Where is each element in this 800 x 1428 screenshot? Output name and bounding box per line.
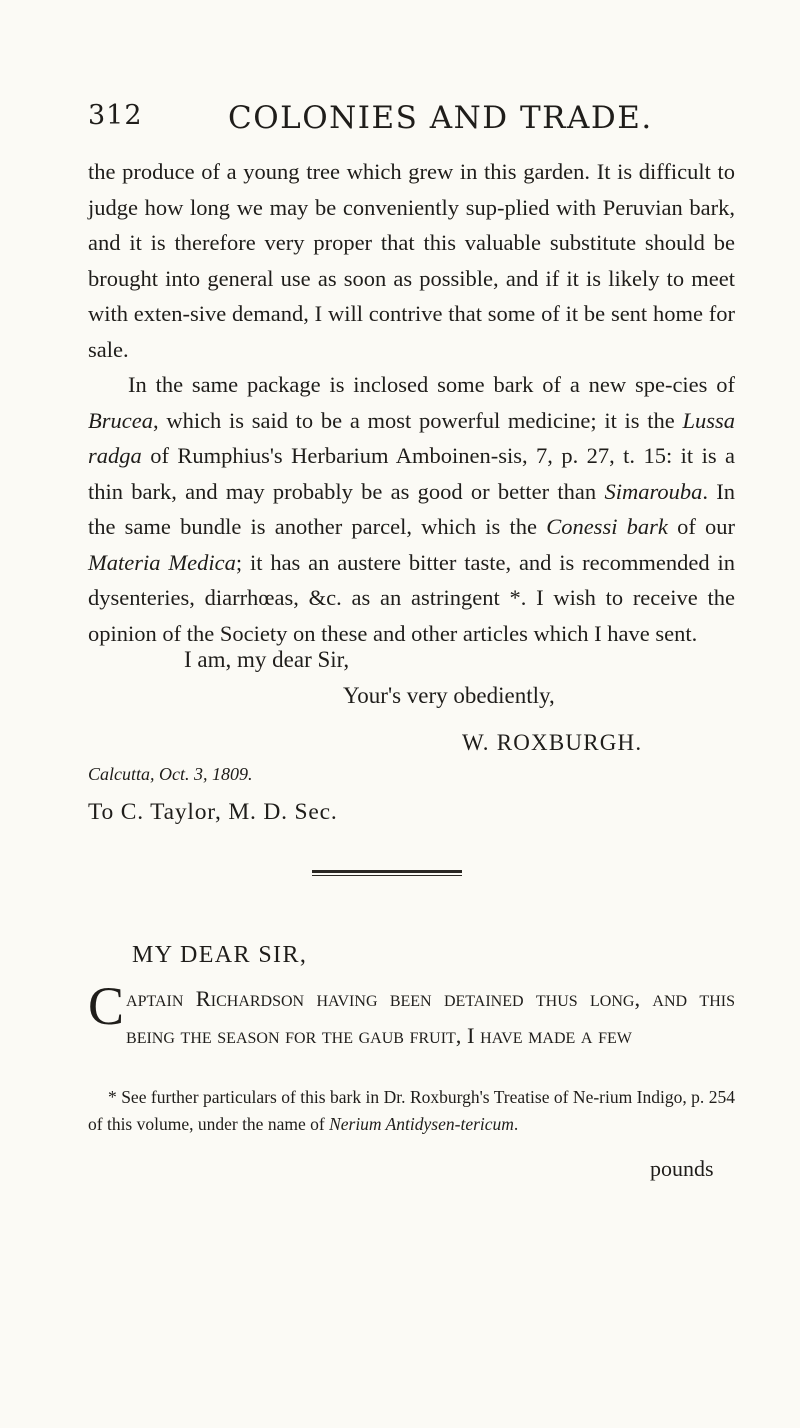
simarouba-term: Simarouba bbox=[604, 478, 703, 504]
letter-signature: W. ROXBURGH. bbox=[462, 730, 643, 755]
running-head bbox=[88, 100, 740, 150]
running-title: COLONIES AND TRADE. bbox=[228, 100, 653, 136]
lussa-radga-term: Lussa radga bbox=[88, 407, 735, 468]
p2-text-b: , which is said to be a most powerful medicine; it is the bbox=[152, 407, 683, 433]
catchword: pounds bbox=[650, 1156, 714, 1181]
footnote-text-b: . bbox=[513, 1114, 519, 1134]
footnote bbox=[88, 1084, 735, 1138]
second-letter-body bbox=[88, 976, 735, 1054]
letter-dateline: Calcutta, Oct. 3, 1809. bbox=[88, 764, 253, 784]
brucea-term: Brucea bbox=[88, 407, 153, 433]
letter-closing: I am, my dear Sir, bbox=[184, 647, 350, 672]
paragraph-2 bbox=[88, 367, 735, 651]
p2-text-a: In the same package is inclosed some bark of a new spe-cies of bbox=[128, 372, 735, 397]
p2-text-c: of Rumphius's Herbarium Amboinen-sis, 7, p. 27, t. 15: it is a thin bark, and may probably be as good or better than bbox=[88, 443, 735, 504]
letter-valediction: Your's very obediently, bbox=[343, 683, 555, 708]
materia-medica-term: Materia Medica bbox=[88, 549, 236, 575]
p2-text-f: ; it has an austere bitter taste, and is recommended in dysenteries, diarrhœas, &c. as an astringent *. I wish to receive the opinion of the Society on these and other articles which I have sent. bbox=[88, 549, 735, 646]
section-divider-thin bbox=[312, 875, 462, 876]
second-letter-salutation: MY DEAR SIR, bbox=[132, 942, 308, 968]
letter-body bbox=[88, 154, 735, 651]
second-letter-text: aptain Richardson having been detained thus long, and this being the season for the gaub fruit, I have made a few bbox=[126, 986, 735, 1048]
p2-text-d: . In the same bundle is another parcel, which is the bbox=[88, 478, 735, 539]
nerium-term: Nerium Antidysen-tericum bbox=[329, 1114, 514, 1134]
paragraph-1: the produce of a young tree which grew in this garden. It is difficult to judge how long we may be conveniently sup-plied with Peruvian bark, and it is therefore very proper that this valuable substitute should be brought into general use as soon as possible, and if it is likely to meet with exten-sive demand, I will contrive that some of it be sent home for sale. bbox=[88, 159, 735, 362]
letter-addressee: To C. Taylor, M. D. Sec. bbox=[88, 799, 338, 825]
drop-cap: C bbox=[88, 976, 125, 1036]
page-number: 312 bbox=[88, 100, 143, 131]
section-divider bbox=[312, 870, 462, 873]
footnote-text bbox=[88, 1084, 735, 1138]
footnote-text-a: * See further particulars of this bark in Dr. Roxburgh's Treatise of Ne-rium Indigo, p. 254 of this volume, under the name of bbox=[88, 1087, 735, 1134]
p2-text-e: of our bbox=[667, 514, 735, 539]
conessi-bark-term: Conessi bark bbox=[546, 514, 668, 539]
